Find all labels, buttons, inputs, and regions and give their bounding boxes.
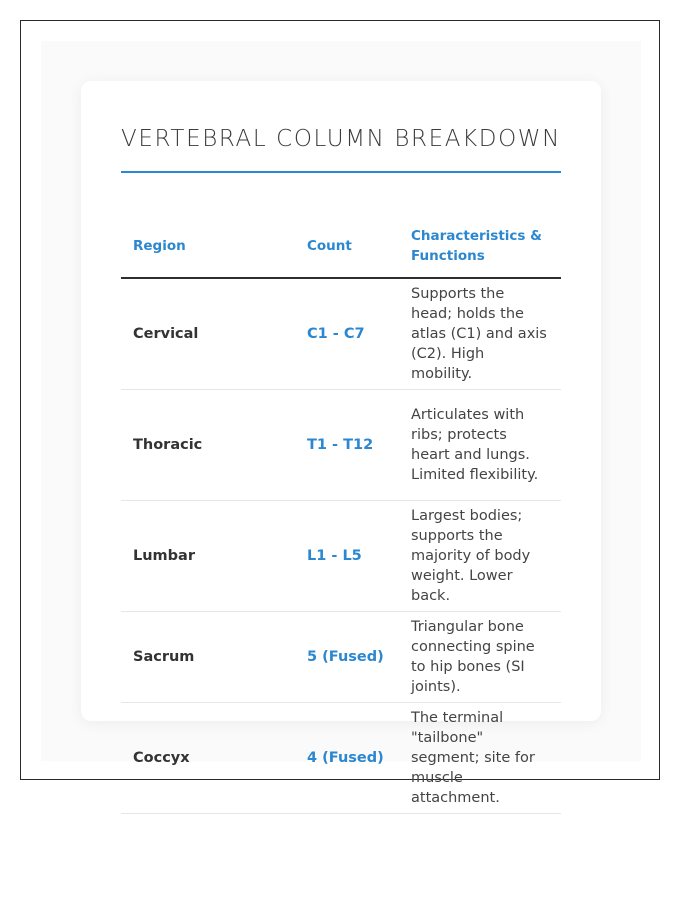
- count-cell: T1 - T12: [295, 389, 399, 500]
- region-cell: Lumbar: [121, 500, 295, 611]
- characteristics-cell: The terminal "tailbone" segment; site for muscle attachment.: [399, 702, 561, 813]
- count-cell: 4 (Fused): [295, 702, 399, 813]
- characteristics-cell: Supports the head; holds the atlas (C1) and axis (C2). High mobility.: [399, 278, 561, 389]
- header-region: Region: [121, 215, 295, 278]
- table-row: [121, 500, 561, 611]
- characteristics-cell: Articulates with ribs; protects heart and lungs. Limited flexibility.: [399, 389, 561, 500]
- region-cell: Sacrum: [121, 611, 295, 702]
- count-cell: L1 - L5: [295, 500, 399, 611]
- region-cell: Cervical: [121, 278, 295, 389]
- table-header: [121, 215, 561, 278]
- count-cell: 5 (Fused): [295, 611, 399, 702]
- table-row: [121, 611, 561, 702]
- table-row: [121, 389, 561, 500]
- characteristics-cell: Largest bodies; supports the majority of body weight. Lower back.: [399, 500, 561, 611]
- table-row: [121, 702, 561, 813]
- table-row: [121, 278, 561, 389]
- table-body: [121, 278, 561, 813]
- page-title: VERTEBRAL COLUMN BREAKDOWN: [121, 121, 561, 173]
- header-characteristics: Characteristics & Functions: [399, 215, 561, 278]
- vertebral-table: [121, 215, 561, 814]
- header-count: Count: [295, 215, 399, 278]
- region-cell: Coccyx: [121, 702, 295, 813]
- characteristics-cell: Triangular bone connecting spine to hip bones (SI joints).: [399, 611, 561, 702]
- header-row: [121, 215, 561, 278]
- count-cell: C1 - C7: [295, 278, 399, 389]
- region-cell: Thoracic: [121, 389, 295, 500]
